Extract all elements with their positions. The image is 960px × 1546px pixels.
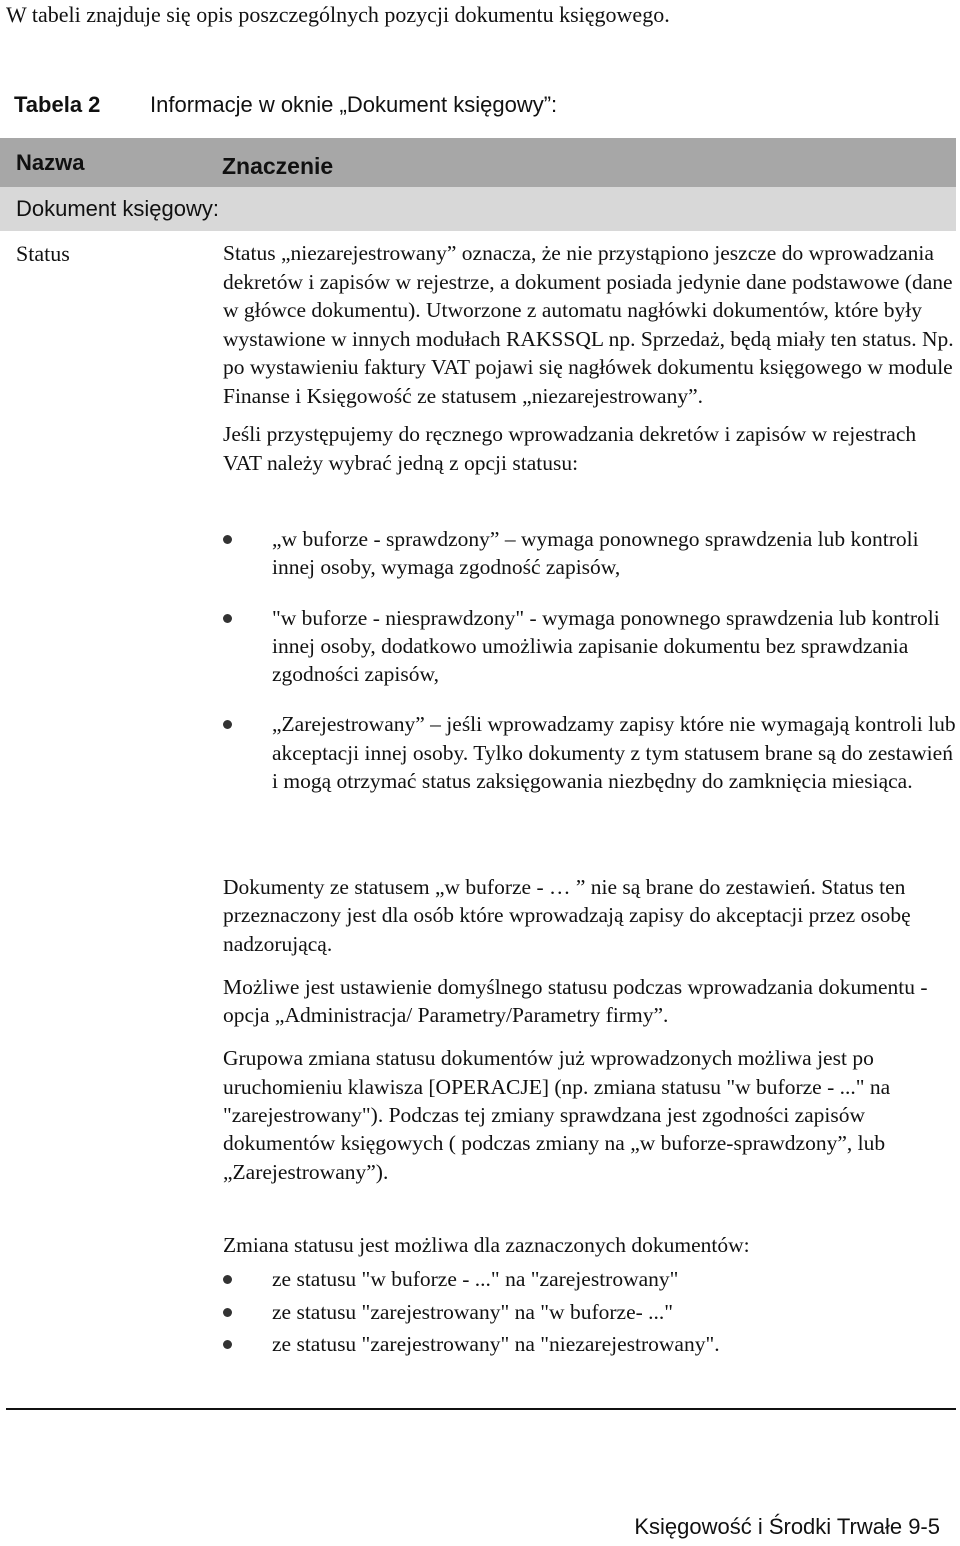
list-item	[223, 1298, 958, 1326]
list-item-text: "w buforze - niesprawdzony" - wymaga ponownego sprawdzenia lub kontroli innej osoby, dodatkowo umożliwia zapisanie dokumentu bez sprawdzania zgodności zapisów,	[272, 605, 940, 687]
description-paragraph: Status „niezarejestrowany” oznacza, że nie przystąpiono jeszcze do wprowadzania dekretów i zapisów w rejestrze, a dokument posiada jedynie dane podstawowe (dane w główce dokumentu). Utworzone z automatu nagłówki dokumentów, które były wystawione w innych modułach RAKSSQL np. Sprzedaż, będą miały ten status. Np. po wystawieniu faktury VAT pojawi się nagłówek dokumentu księgowego w module Finanse i Księgowość ze statusem „niezarejestrowany”.	[223, 241, 954, 408]
page-footer: Księgowość i Środki Trwałe 9-5	[634, 1514, 940, 1539]
list-item	[223, 1330, 958, 1358]
status-options-list	[223, 525, 958, 817]
bullet-icon	[223, 1340, 232, 1349]
table-caption-number: Tabela 2	[14, 92, 101, 117]
status-description	[223, 239, 958, 487]
list-item-text: ze statusu "w buforze - ..." na "zarejestrowany"	[272, 1267, 679, 1292]
list-item	[223, 604, 958, 689]
description-paragraph: Jeśli przystępujemy do ręcznego wprowadzania dekretów i zapisów w rejestrach VAT należy wybrać jedną z opcji statusu:	[223, 422, 917, 475]
table-header-row	[0, 138, 956, 187]
list-item-text: ze statusu "zarejestrowany" na "niezarejestrowany".	[272, 1331, 720, 1356]
note-paragraph: Dokumenty ze statusem „w buforze - … ” nie są brane do zestawień. Status ten przeznaczony jest dla osób które wprowadzają zapisy do akceptacji przez osobę nadzorującą.	[223, 875, 911, 956]
table-caption-text: Informacje w oknie „Dokument księgowy”:	[150, 92, 558, 117]
bullet-icon	[223, 535, 232, 544]
list-item	[223, 710, 958, 795]
list-item-text: ze statusu "zarejestrowany" na "w buforze- ..."	[272, 1299, 674, 1324]
table-header-znaczenie: Znaczenie	[222, 153, 334, 179]
list-item	[223, 1265, 958, 1293]
table-header-nazwa: Nazwa	[16, 150, 85, 175]
list-item-text: „Zarejestrowany” – jeśli wprowadzamy zapisy które nie wymagają kontroli lub akceptacji innej osoby. Tylko dokumenty z tym statusem brane są do zestawień i mogą otrzymać status zaksięgowania niezbędny do zamknięcia miesiąca.	[272, 712, 956, 794]
row-label-status: Status	[16, 241, 70, 266]
footer-divider	[6, 1408, 956, 1410]
note-paragraph: Możliwe jest ustawienie domyślnego statusu podczas wprowadzania dokumentu - opcja „Administracja/ Parametry/Parametry firmy”.	[223, 974, 928, 1028]
status-notes	[223, 873, 958, 1201]
list-item	[223, 525, 958, 582]
bullet-icon	[223, 720, 232, 729]
table-section-label: Dokument księgowy:	[16, 196, 219, 221]
bullet-icon	[223, 614, 232, 623]
note-paragraph: Zmiana statusu jest możliwa dla zaznaczonych dokumentów:	[223, 1233, 750, 1257]
status-change-section	[223, 1231, 958, 1362]
intro-text: W tabeli znajduje się opis poszczególnych pozycji dokumentu księgowego.	[6, 2, 670, 27]
note-paragraph: Grupowa zmiana statusu dokumentów już wprowadzonych możliwa jest po uruchomieniu klawisza [OPERACJE] (np. zmiana statusu "w buforze - ..." na "zarejestrowany"). Podczas tej zmiany sprawdzana jest zgodności zapisów dokumentów księgowych ( podczas zmiany na „w buforze-sprawdzony”, lub „Zarejestrowany”).	[223, 1046, 891, 1184]
list-item-text: „w buforze - sprawdzony” – wymaga ponownego sprawdzenia lub kontroli innej osoby, wymaga zgodność zapisów,	[272, 527, 919, 580]
bullet-icon	[223, 1275, 232, 1284]
bullet-icon	[223, 1308, 232, 1317]
